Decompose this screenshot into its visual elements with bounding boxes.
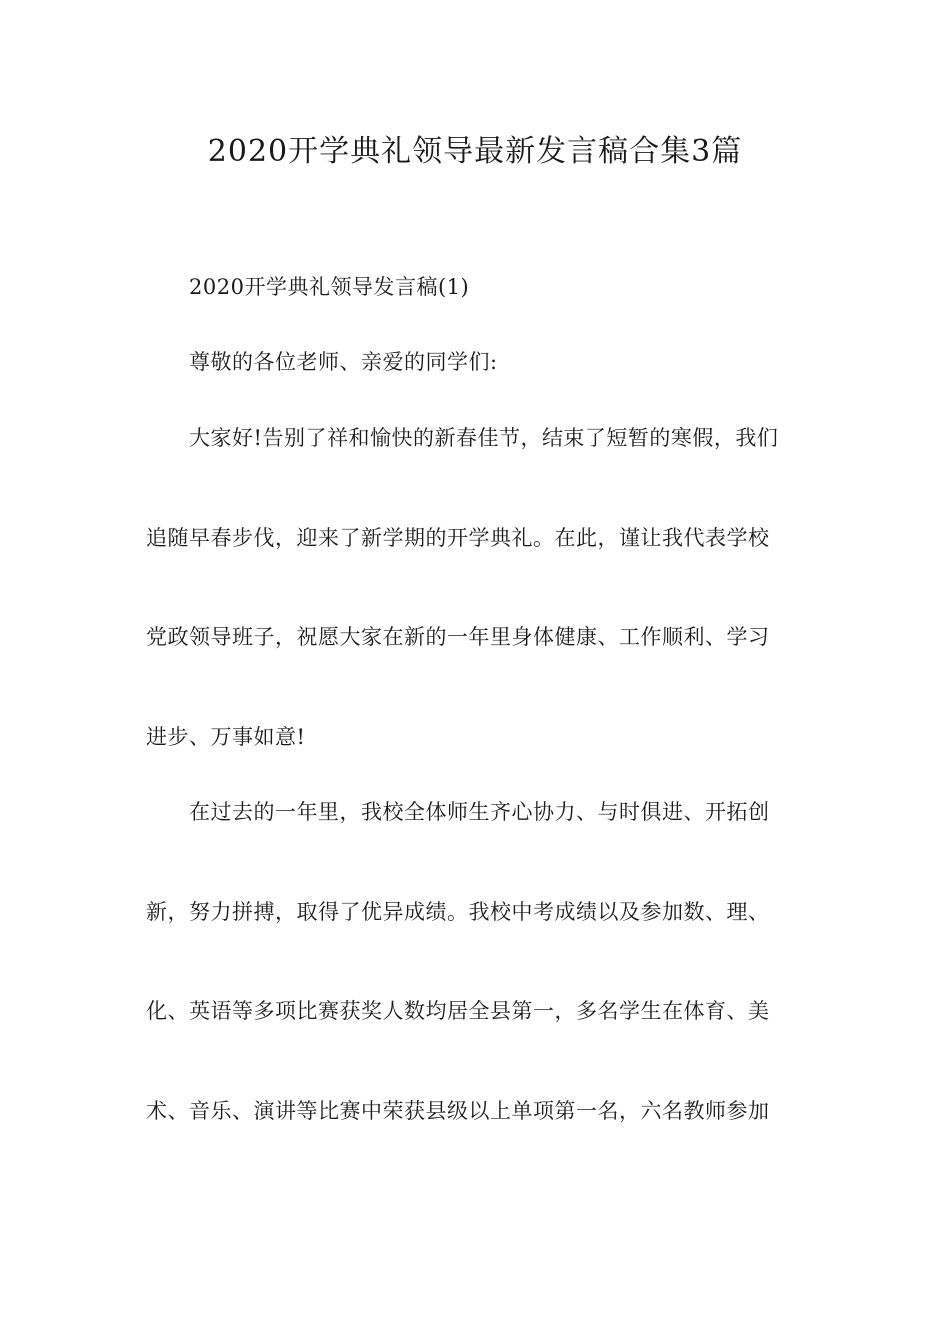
paragraph-line: 在过去的一年里，我校全体师生齐心协力、与时俱进、开拓创 [189,800,770,824]
paragraph-line: 进步、万事如意! [146,725,306,749]
paragraph-line: 党政领导班子，祝愿大家在新的一年里身体健康、工作顺利、学习 [146,625,770,649]
paragraph-line: 大家好!告别了祥和愉快的新春佳节，结束了短暂的寒假，我们 [189,426,779,450]
paragraph-line: 化、英语等多项比赛获奖人数均居全县第一，多名学生在体育、美 [146,999,770,1023]
document-title: 2020开学典礼领导最新发言稿合集3篇 [207,134,743,169]
section-heading: 2020开学典礼领导发言稿(1) [189,275,470,299]
paragraph-line: 术、音乐、演讲等比赛中荣获县级以上单项第一名，六名教师参加 [146,1099,770,1123]
salutation: 尊敬的各位老师、亲爱的同学们: [189,350,498,374]
paragraph-line: 新，努力拼搏，取得了优异成绩。我校中考成绩以及参加数、理、 [146,900,770,924]
paragraph-line: 追随早春步伐，迎来了新学期的开学典礼。在此，谨让我代表学校 [146,526,770,550]
